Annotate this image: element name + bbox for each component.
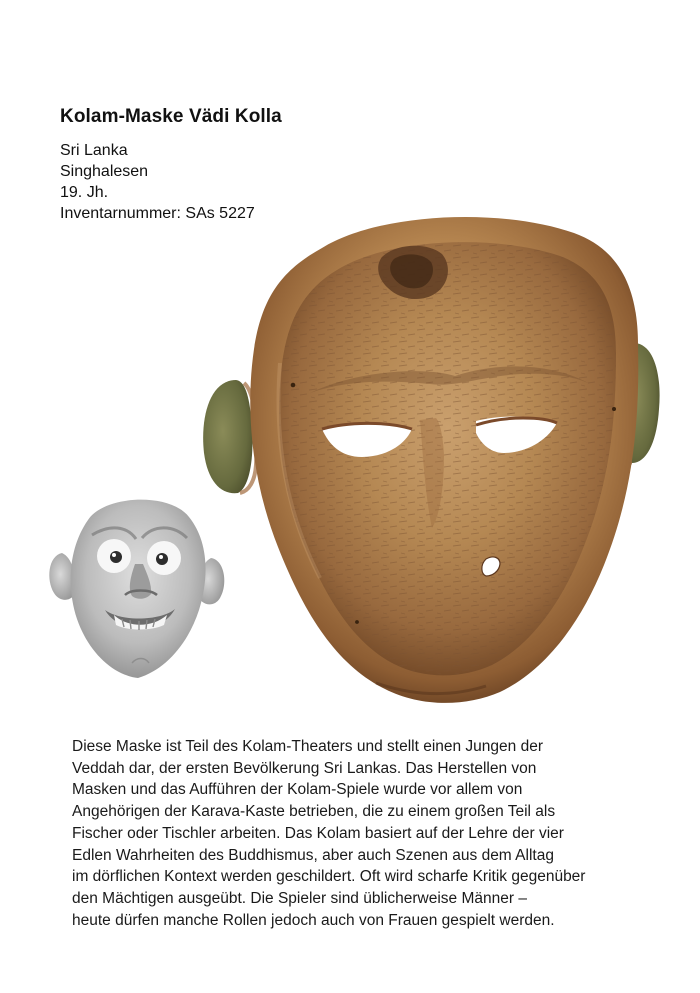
description-line: heute dürfen manche Rollen jedoch auch von Frauen gespielt werden.	[72, 911, 555, 929]
mask-back-photo	[200, 195, 670, 715]
mask-front-icon	[44, 480, 230, 690]
description-line: den Mächtigen ausgeübt. Die Spieler sind üblicherweise Männer –	[72, 889, 527, 907]
description-line: Diese Maske ist Teil des Kolam-Theaters und stellt einen Jungen der	[72, 738, 543, 755]
object-title: Kolam-Maske Vädi Kolla	[60, 106, 282, 127]
description-line: Angehörigen der Karava-Kaste betrieben, die zu einem großen Teil als	[72, 803, 556, 821]
object-description	[72, 736, 688, 931]
object-culture: Singhalesen	[60, 163, 149, 180]
mask-front-photo	[44, 480, 230, 690]
inventory-value: SAs 5227	[185, 205, 255, 222]
description-line: Masken und das Aufführen der Kolam-Spiele wurde vor allem von	[72, 781, 523, 799]
inventory-label: Inventarnummer :	[60, 205, 185, 222]
description-line: Veddah dar, der ersten Bevölkerung Sri Lankas. Das Herstellen von	[72, 759, 537, 777]
description-line: Fischer oder Tischler arbeiten. Das Kolam basiert auf der Lehre der vier	[72, 824, 564, 842]
description-line: Edlen Wahrheiten des Buddhismus, aber auch Szenen aus dem Alltag	[72, 846, 554, 864]
mask-back-icon	[200, 195, 670, 715]
object-region: Sri Lanka	[60, 142, 128, 159]
description-line: im dörflichen Kontext werden geschildert. Oft wird scharfe Kritik gegenüber	[72, 868, 586, 886]
object-date: 19. Jh.	[60, 184, 109, 201]
